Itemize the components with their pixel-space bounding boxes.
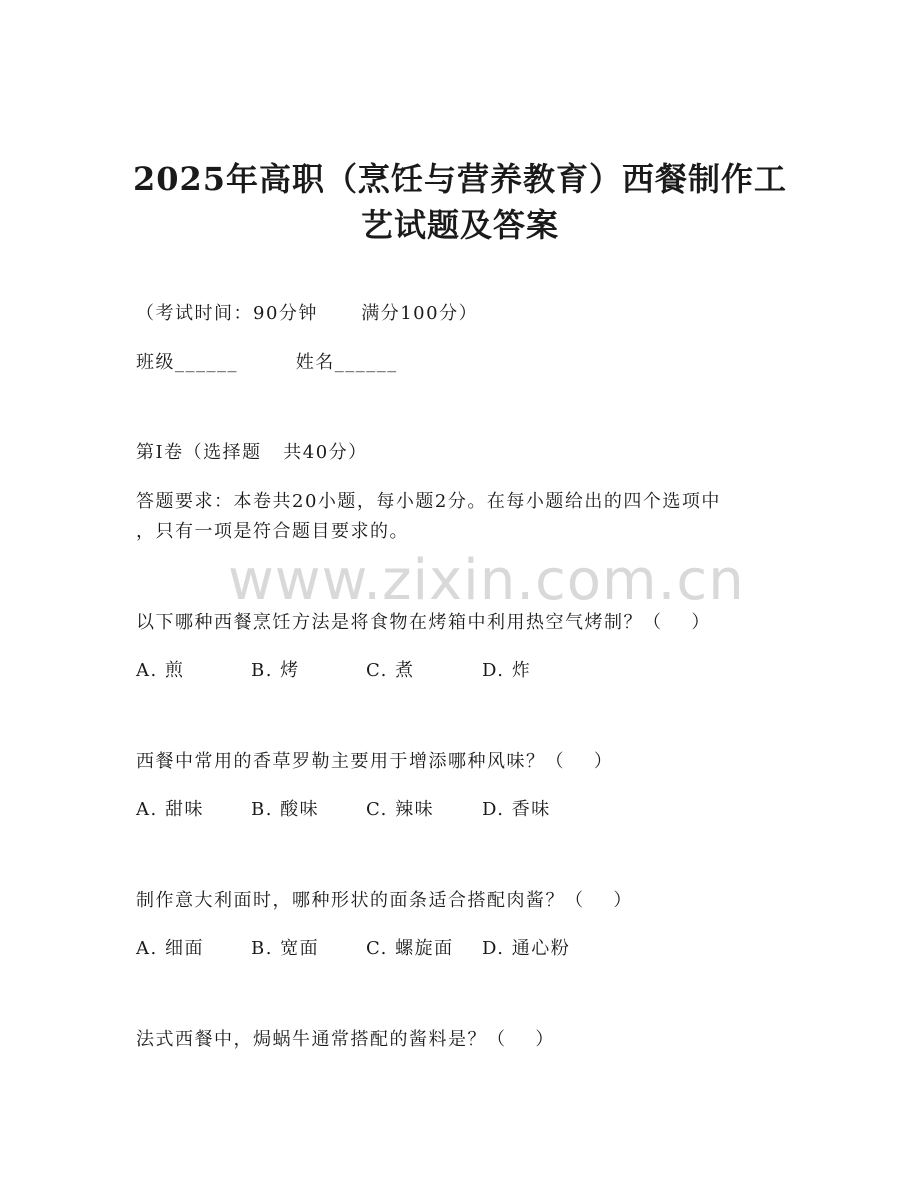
option-d: D. 炸 (482, 660, 532, 681)
option-c: C. 辣味 (366, 799, 435, 820)
question-text: 法式西餐中，焗蜗牛通常搭配的酱料是？（ ） (136, 1029, 555, 1050)
option-a: A. 甜味 (136, 799, 204, 820)
watermark: www.zixin.com.cn (228, 548, 745, 613)
option-d: D. 香味 (482, 799, 551, 820)
section-heading: 第I卷（选择题 共40分） (136, 442, 368, 463)
section-instruction-line-1: 答题要求：本卷共20小题，每小题2分。在每小题给出的四个选项中 (136, 491, 721, 512)
option-d: D. 通心粉 (482, 938, 571, 959)
question-text: 制作意大利面时，哪种形状的面条适合搭配肉酱？（ ） (136, 890, 633, 911)
option-b: B. 酸味 (251, 799, 320, 820)
option-a: A. 煎 (136, 660, 185, 681)
exam-info: （考试时间：90分钟 满分100分） (136, 303, 479, 324)
question-options (136, 937, 736, 961)
page-title-line-2: 艺试题及答案 (360, 206, 559, 244)
student-fields: 班级______ 姓名______ (136, 352, 398, 373)
question-text: 西餐中常用的香草罗勒主要用于增添哪种风味？（ ） (136, 751, 614, 772)
page-title (100, 156, 820, 248)
option-c: C. 煮 (366, 660, 415, 681)
question-options (136, 659, 736, 683)
option-c: C. 螺旋面 (366, 938, 454, 959)
option-a: A. 细面 (136, 938, 204, 959)
option-b: B. 宽面 (251, 938, 320, 959)
option-b: B. 烤 (251, 660, 300, 681)
question-text: 以下哪种西餐烹饪方法是将食物在烤箱中利用热空气烤制？（ ） (136, 612, 711, 633)
section-instruction-line-2: ，只有一项是符合题目要求的。 (136, 521, 409, 542)
question-options (136, 798, 736, 822)
page-title-line-1: 2025年高职（烹饪与营养教育）西餐制作工 (132, 160, 788, 198)
